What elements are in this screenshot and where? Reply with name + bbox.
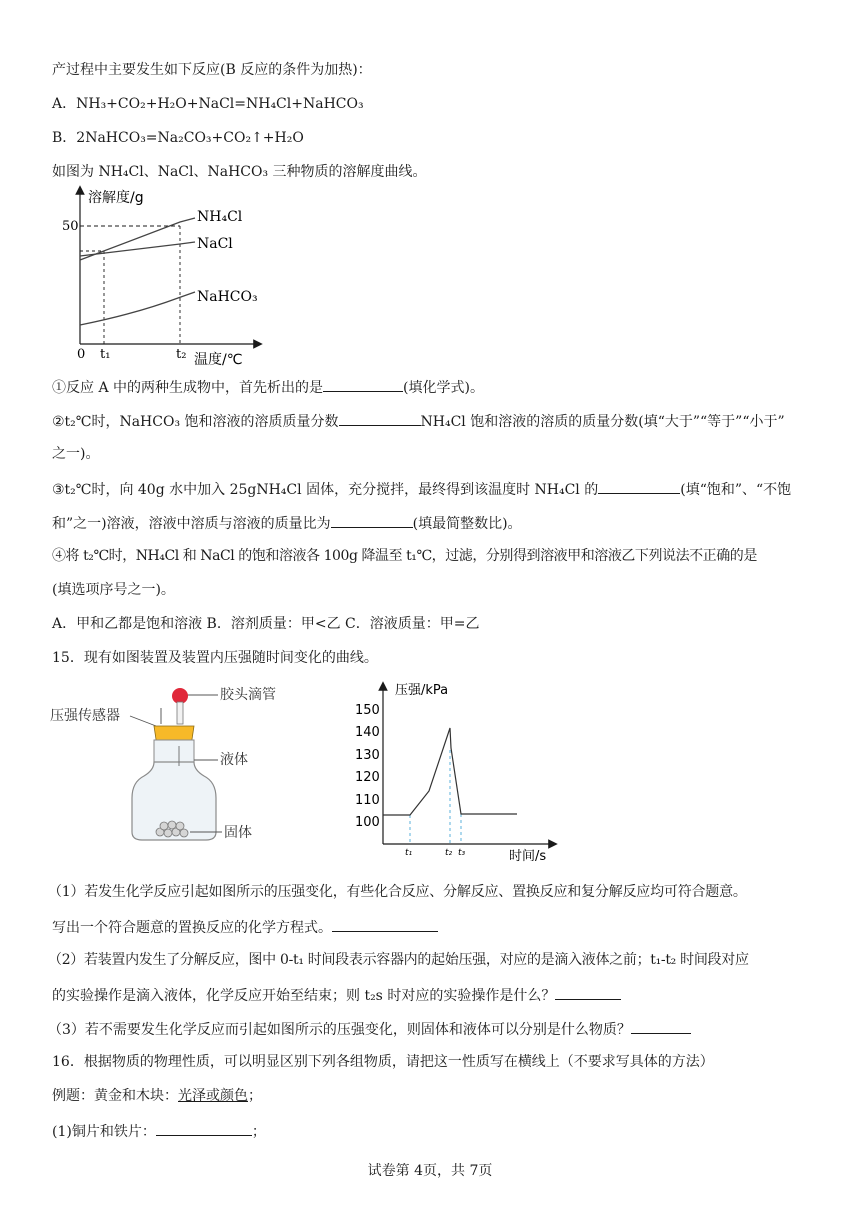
answer-blank[interactable] xyxy=(332,916,438,932)
liquid-label: 液体 xyxy=(220,752,248,768)
answer-blank[interactable] xyxy=(339,410,421,426)
q15-2a: （2）若装置内发生了分解反应，图中 0-t₁ 时间段表示容器内的起始压强，对应的是滴入液体之前；t₁-t₂ 时间段对应 xyxy=(48,952,749,968)
q14-1-text: ①反应 A 中的两种生成物中，首先析出的是 xyxy=(52,380,324,396)
dropper-label: 胶头滴管 xyxy=(220,687,276,703)
x-axis-label: 时间/s xyxy=(509,849,547,864)
item1-text: (1)铜片和铁片： xyxy=(52,1124,156,1140)
item1-end: ； xyxy=(251,1124,266,1140)
y-tick-label: 150 xyxy=(355,703,380,718)
x-axis-label: 温度/℃ xyxy=(194,352,243,368)
legend-nacl: NaCl xyxy=(197,236,233,252)
y-tick-label: 50 xyxy=(62,219,79,234)
y-axis-label: 压强/kPa xyxy=(395,683,449,698)
pressure-chart xyxy=(345,678,565,864)
q16-example xyxy=(52,1086,262,1106)
answer-blank[interactable] xyxy=(323,376,403,392)
q14-options: A．甲和乙都是饱和溶液 B．溶剂质量：甲<乙 C．溶液质量：甲=乙 xyxy=(52,616,480,632)
q15-2b-text: 的实验操作是滴入液体，化学反应开始至结束；则 t₂s 时对应的实验操作是什么？ xyxy=(52,988,556,1004)
q15-title: 15．现有如图装置及装置内压强随时间变化的曲线。 xyxy=(52,650,378,666)
apparatus-figure xyxy=(48,680,298,845)
curve-intro: 如图为 NH₄Cl、NaCl、NaHCO₃ 三种物质的溶解度曲线。 xyxy=(52,164,427,180)
legend-nh4cl: NH₄Cl xyxy=(197,209,243,225)
q15-1b xyxy=(52,916,438,938)
example-suffix: ； xyxy=(248,1088,262,1104)
y-tick-label: 130 xyxy=(355,748,380,763)
answer-blank[interactable] xyxy=(598,478,680,494)
x-tick-label: t₂ xyxy=(445,848,453,858)
q14-3-text: ③t₂℃时，向 40g 水中加入 25gNH₄Cl 固体，充分搅拌，最终得到该温度时 NH₄Cl 的 xyxy=(52,482,599,498)
q14-1-tail: (填化学式)。 xyxy=(403,380,484,396)
q15-1a: （1）若发生化学反应引起如图所示的压强变化，有些化合反应、分解反应、置换反应和复分解反应均可符合题意。 xyxy=(48,884,747,900)
bottle-neck xyxy=(154,740,194,762)
q15-3 xyxy=(48,1018,691,1040)
q14-4-end: (填选项序号之一)。 xyxy=(52,582,175,598)
x-tick-label: t₁ xyxy=(100,347,111,362)
q14-2 xyxy=(52,410,785,432)
q14-2-text: ②t₂℃时，NaHCO₃ 饱和溶液的溶质质量分数 xyxy=(52,414,339,430)
q16-item1 xyxy=(52,1120,266,1142)
q14-3b-text: 和”之一)溶液，溶液中溶质与溶液的质量比为 xyxy=(52,516,331,532)
y-tick-label: 140 xyxy=(355,725,380,740)
pressure-series xyxy=(383,728,517,815)
y-tick-label: 100 xyxy=(355,815,380,830)
reaction-a: A．NH₃+CO₂+H₂O+NaCl=NH₄Cl+NaHCO₃ xyxy=(52,96,364,112)
q14-2-end: 之一)。 xyxy=(52,446,100,462)
q15-2b xyxy=(52,984,621,1006)
y-tick-label: 120 xyxy=(355,770,380,785)
q15-1b-text: 写出一个符合题意的置换反应的化学方程式。 xyxy=(52,920,332,936)
q14-3b xyxy=(52,512,522,534)
y-tick-label: 110 xyxy=(355,793,380,808)
q14-1 xyxy=(52,376,484,398)
intro-line: 产过程中主要发生如下反应(B 反应的条件为加热)： xyxy=(52,62,372,78)
x-tick-label: t₂ xyxy=(176,347,187,362)
solubility-chart xyxy=(60,184,280,370)
answer-blank[interactable] xyxy=(331,512,413,528)
answer-blank[interactable] xyxy=(555,984,621,1000)
dropper-bulb xyxy=(172,688,188,704)
series-nahco3 xyxy=(80,292,195,325)
series-nacl xyxy=(80,242,195,256)
q14-3b-tail: (填最简整数比)。 xyxy=(412,516,522,532)
answer-blank[interactable] xyxy=(631,1018,691,1034)
example-prefix: 例题：黄金和木块： xyxy=(52,1088,178,1104)
sensor-label: 压强传感器 xyxy=(50,708,120,724)
reaction-b: B．2NaHCO₃=Na₂CO₃+CO₂↑+H₂O xyxy=(52,130,304,146)
q14-2-tail: NH₄Cl 饱和溶液的溶质的质量分数(填“大于”“等于”“小于” xyxy=(420,414,785,430)
y-axis-label: 溶解度/g xyxy=(88,190,144,206)
q15-3-text: （3）若不需要发生化学反应而引起如图所示的压强变化，则固体和液体可以分别是什么物质？ xyxy=(48,1022,631,1038)
q14-3-tail: (填“饱和”、“不饱 xyxy=(680,482,792,498)
page-footer: 试卷第 4页，共 7页 xyxy=(367,1163,493,1179)
solid-balls xyxy=(156,821,188,837)
legend-nahco3: NaHCO₃ xyxy=(197,289,258,305)
q14-4: ④将 t₂℃时，NH₄Cl 和 NaCl 的饱和溶液各 100g 降温至 t₁℃，过滤，分别得到溶液甲和溶液乙下列说法不正确的是 xyxy=(52,548,757,564)
q16-title: 16．根据物质的物理性质，可以明显区别下列各组物质，请把这一性质写在横线上（不要求写具体的方法） xyxy=(52,1054,714,1070)
solid-label: 固体 xyxy=(224,825,252,841)
dropper-neck xyxy=(177,702,183,724)
example-answer: 光泽或颜色 xyxy=(178,1088,248,1104)
x-tick-label: t₁ xyxy=(405,848,413,858)
x-tick-label: 0 xyxy=(77,347,86,362)
q14-3 xyxy=(52,478,791,500)
x-tick-label: t₃ xyxy=(458,848,466,858)
answer-blank[interactable] xyxy=(156,1120,252,1136)
